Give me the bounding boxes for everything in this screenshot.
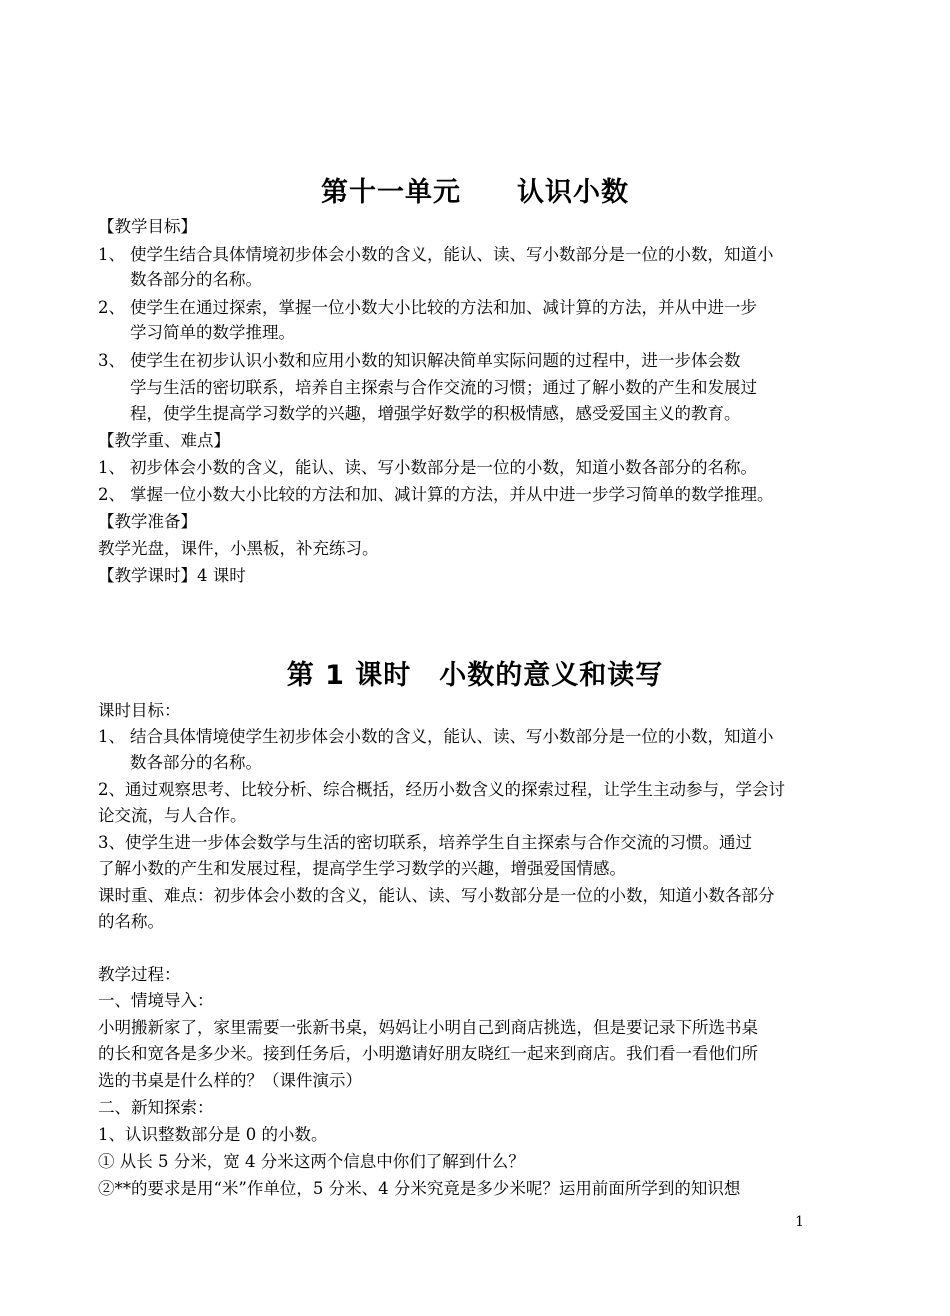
objective-2-line-2: 学习简单的数学推理。 <box>130 323 295 342</box>
key-point-2-number: 2、 <box>98 485 125 504</box>
key-points-heading: 【教学重、难点】 <box>98 431 230 450</box>
intro-line-3: 选的书桌是什么样的？（课件演示） <box>98 1071 362 1090</box>
intro-line-2: 的长和宽各是多少米。接到任务后，小明邀请好朋友晓红一起来到商店。我们看一看他们所 <box>98 1044 758 1063</box>
intro-line-1: 小明搬新家了，家里需要一张新书桌，妈妈让小明自己到商店挑选，但是要记录下所选书桌 <box>98 1018 758 1037</box>
objective-3-line-1: 使学生在初步认识小数和应用小数的知识解决简单实际问题的过程中，进一步体会数 <box>130 351 741 370</box>
question-1: ① 从长 5 分米，宽 4 分米这两个信息中你们了解到什么？ <box>98 1152 525 1171</box>
lesson-goal-1-line-2: 数各部分的名称。 <box>130 753 262 772</box>
objective-1-line-1: 使学生结合具体情境初步体会小数的含义，能认、读、写小数部分是一位的小数，知道小 <box>130 245 774 264</box>
objective-3-number: 3、 <box>98 351 125 370</box>
lesson-title: 第 1 课时 小数的意义和读写 <box>286 660 664 691</box>
lesson-goal-1-line-1: 结合具体情境使学生初步体会小数的含义，能认、读、写小数部分是一位的小数，知道小 <box>130 727 774 746</box>
objective-1-number: 1、 <box>98 245 125 264</box>
lesson-key-line-1: 课时重、难点：初步体会小数的含义，能认、读、写小数部分是一位的小数，知道小数各部分 <box>98 886 775 905</box>
lesson-goals-label: 课时目标： <box>98 701 181 720</box>
question-2: ②**的要求是用“米”作单位，5 分米、4 分米究竟是多少米呢？运用前面所学到的知识想 <box>98 1179 741 1198</box>
key-point-1-number: 1、 <box>98 458 125 477</box>
objective-2-number: 2、 <box>98 298 125 317</box>
lesson-goal-1-number: 1、 <box>98 727 125 746</box>
lesson-goal-3-line-1: 3、使学生进一步体会数学与生活的密切联系，培养学生自主探索与合作交流的习惯。通过 <box>98 833 752 852</box>
lesson-key-line-2: 的名称。 <box>98 912 164 931</box>
lesson-goal-3-line-2: 了解小数的产生和发展过程，提高学生学习数学的兴趣，增强爱国情感。 <box>98 859 626 878</box>
preparation-heading: 【教学准备】 <box>98 512 197 531</box>
section-1-heading: 一、情境导入： <box>98 991 214 1010</box>
page-number: 1 <box>795 1214 804 1230</box>
objective-2-line-1: 使学生在通过探索，掌握一位小数大小比较的方法和加、减计算的方法，并从中进一步 <box>130 298 757 317</box>
section-2-heading: 二、新知探索： <box>98 1098 214 1117</box>
key-point-1-text: 初步体会小数的含义，能认、读、写小数部分是一位的小数，知道小数各部分的名称。 <box>130 458 757 477</box>
lesson-goal-2-line-1: 2、通过观察思考、比较分析、综合概括，经历小数含义的探索过程，让学生主动参与，学会讨 <box>98 780 785 799</box>
objective-3-line-3: 程，使学生提高学习数学的兴趣，增强学好数学的积极情感，感受爱国主义的教育。 <box>130 404 741 423</box>
step-1: 1、认识整数部分是 0 的小数。 <box>98 1125 328 1144</box>
objectives-heading: 【教学目标】 <box>98 217 197 236</box>
objective-3-line-2: 学与生活的密切联系，培养自主探索与合作交流的习惯；通过了解小数的产生和发展过 <box>130 378 757 397</box>
lesson-goal-2-line-2: 论交流，与人合作。 <box>98 806 247 825</box>
key-point-2-text: 掌握一位小数大小比较的方法和加、减计算的方法，并从中进一步学习简单的数学推理。 <box>130 485 774 504</box>
process-label: 教学过程： <box>98 965 181 984</box>
teaching-hours: 【教学课时】4 课时 <box>98 566 246 585</box>
unit-title: 第十一单元 认识小数 <box>321 177 629 208</box>
preparation-text: 教学光盘，课件，小黑板，补充练习。 <box>98 539 379 558</box>
objective-1-line-2: 数各部分的名称。 <box>130 270 262 289</box>
